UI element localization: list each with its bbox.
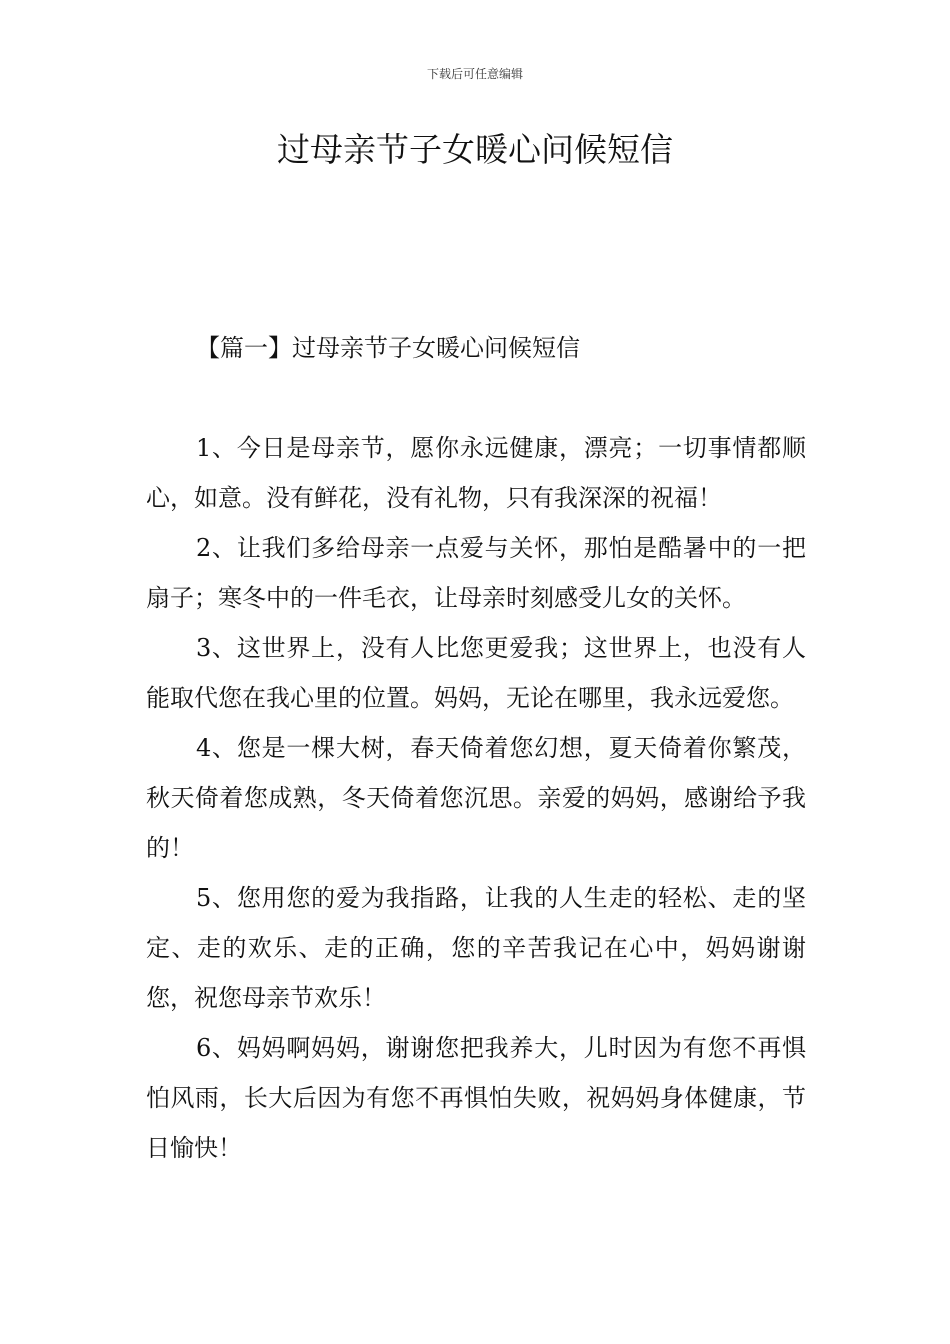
document-title: 过母亲节子女暖心问候短信 — [277, 130, 673, 169]
document-body — [146, 423, 806, 1173]
paragraph-2: 2、让我们多给母亲一点爱与关怀，那怕是酷暑中的一把扇子；寒冬中的一件毛衣，让母亲时刻感受儿女的关怀。 — [146, 534, 806, 612]
paragraph-6: 6、妈妈啊妈妈，谢谢您把我养大，儿时因为有您不再惧怕风雨，长大后因为有您不再惧怕失败，祝妈妈身体健康，节日愉快！ — [146, 1034, 806, 1162]
paragraph-5: 5、您用您的爱为我指路，让我的人生走的轻松、走的坚定、走的欢乐、走的正确，您的辛苦我记在心中，妈妈谢谢您，祝您母亲节欢乐！ — [146, 884, 806, 1012]
header-note: 下载后可任意编辑 — [426, 67, 523, 81]
section-heading: 【篇一】过母亲节子女暖心问候短信 — [196, 334, 580, 362]
paragraph-4: 4、您是一棵大树，春天倚着您幻想，夏天倚着你繁茂，秋天倚着您成熟，冬天倚着您沉思。亲爱的妈妈，感谢给予我的！ — [146, 734, 806, 862]
paragraph-1: 1、今日是母亲节，愿你永远健康，漂亮；一切事情都顺心，如意。没有鲜花，没有礼物，只有我深深的祝福！ — [146, 434, 806, 512]
paragraph-3: 3、这世界上，没有人比您更爱我；这世界上，也没有人能取代您在我心里的位置。妈妈，无论在哪里，我永远爱您。 — [146, 634, 806, 712]
